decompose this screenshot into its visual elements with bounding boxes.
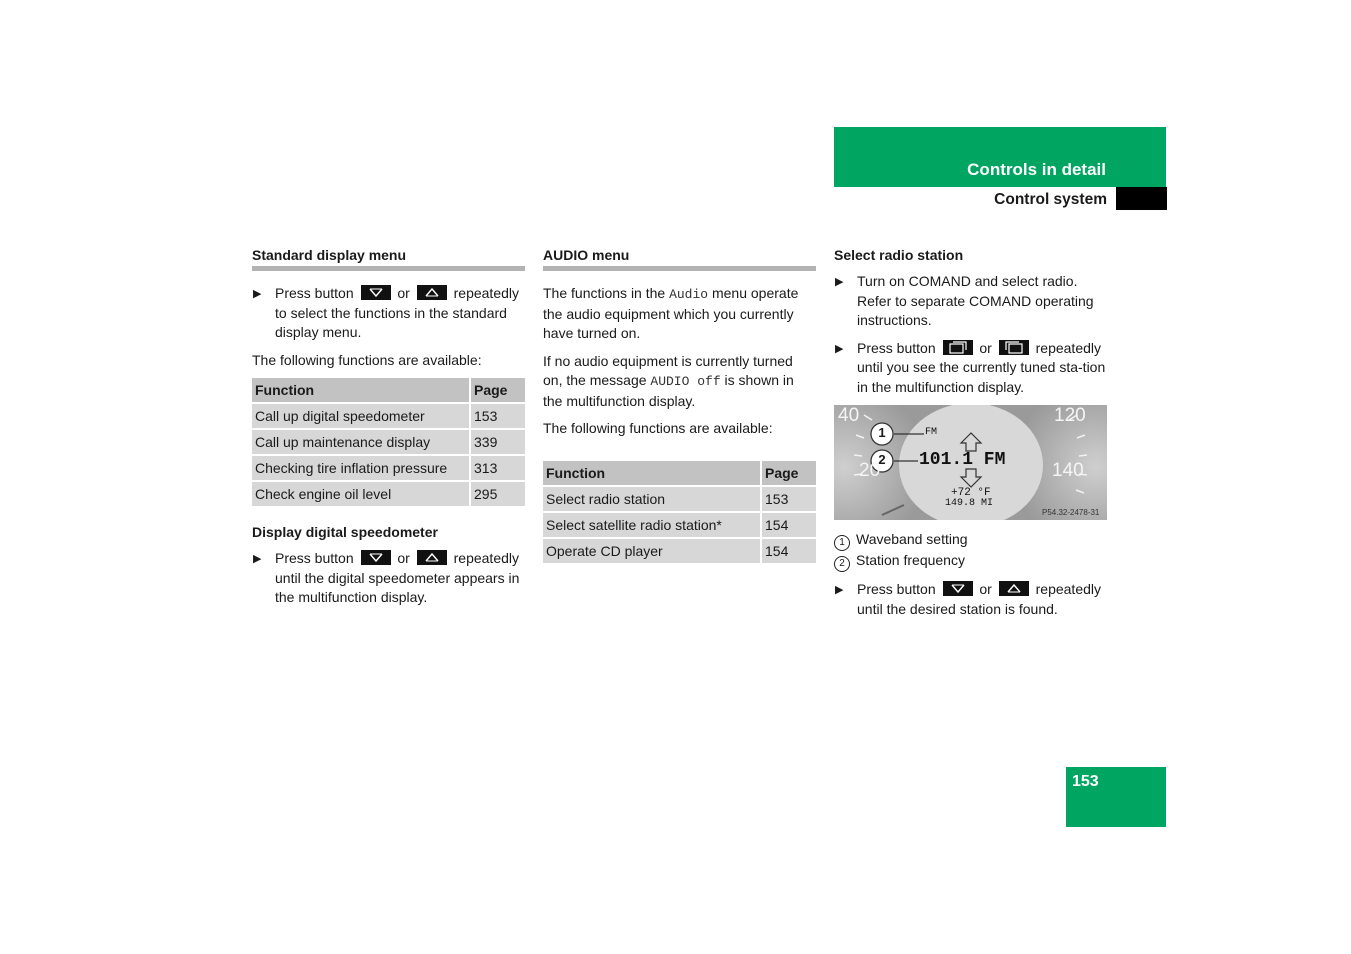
gauge-label: 40: [838, 405, 860, 426]
paragraph: If no audio equipment is currently turned on, the message AUDIO off is shown in the multifunction display.: [543, 352, 794, 409]
display-text-audio-off: AUDIO off: [650, 374, 721, 389]
table-row: Select radio station 153: [543, 487, 816, 511]
bullet-triangle-icon: ▶: [835, 342, 844, 355]
table-header-row: Function Page: [543, 461, 816, 485]
table-row: Call up maintenance display 339: [252, 430, 525, 454]
heading-audio-menu: AUDIO menu: [543, 245, 816, 271]
legend-item: 2 Station frequency: [834, 551, 1107, 572]
legend-item: 1 Waveband setting: [834, 530, 1107, 551]
callout-number: 1: [878, 425, 886, 440]
subsection-marker: [1116, 187, 1167, 210]
table-row: Checking tire inflation pressure 313: [252, 456, 525, 480]
outside-temperature: +72 °F: [951, 487, 991, 499]
heading-standard-display-menu: Standard display menu: [252, 245, 525, 271]
gauge-label: 20: [859, 460, 881, 481]
column-select-radio: [834, 245, 1107, 627]
table-header-row: Function Page: [252, 378, 525, 402]
up-button-icon: [999, 581, 1029, 596]
table-row: Check engine oil level 295: [252, 482, 525, 506]
bullet-triangle-icon: ▶: [835, 276, 844, 288]
bullet-triangle-icon: ▶: [835, 584, 844, 596]
bullet-triangle-icon: ▶: [253, 553, 262, 565]
down-button-icon: [361, 550, 391, 565]
section-title: Controls in detail: [967, 160, 1106, 179]
instruction-step: ▶ Press button or repeatedly until the desired station is found.: [835, 581, 1102, 617]
next-display-button-icon: [943, 340, 973, 355]
station-frequency: 101.1 FM: [919, 450, 1006, 470]
page-number-box: [1066, 767, 1166, 827]
waveband-indicator: FM: [925, 427, 938, 438]
previous-display-button-icon: [999, 340, 1029, 355]
table-row: Call up digital speedometer 153: [252, 404, 525, 428]
section-header-bar: [834, 127, 1166, 187]
down-button-icon: [361, 285, 391, 300]
down-button-icon: [943, 581, 973, 596]
paragraph: The following functions are available:: [252, 351, 482, 368]
column-audio-menu: [543, 245, 816, 579]
up-button-icon: [417, 285, 447, 300]
instruction-step: ▶ Turn on COMAND and select radio. Refer to separate COMAND operating instructions.: [835, 273, 1094, 328]
figure-reference-code: P54.32-2478-31: [1042, 508, 1100, 517]
multifunction-display-figure: [834, 405, 1107, 520]
column-standard-display: [252, 245, 525, 616]
table-row: Operate CD player 154: [543, 539, 816, 563]
paragraph: The following functions are available:: [543, 420, 773, 436]
bullet-triangle-icon: ▶: [253, 288, 262, 300]
gauge-label: 140: [1052, 460, 1084, 481]
page-number: 153: [1072, 773, 1099, 790]
display-text-audio: Audio: [669, 287, 709, 302]
paragraph: The functions in the Audio menu operate the audio equipment which you currently have turned on.: [543, 285, 799, 341]
heading-select-radio-station: Select radio station: [834, 247, 964, 263]
instruction-step: ▶ Press button or repeatedly to select the functions in the standard display menu.: [253, 285, 520, 340]
up-button-icon: [417, 550, 447, 565]
figure-legend: [834, 530, 1107, 572]
instruction-step: ▶ Press button or repeatedly until the digital speedometer appears in the multifunction display.: [253, 550, 520, 605]
subsection-title: Control system: [994, 191, 1107, 208]
table-row: Select satellite radio station* 154: [543, 513, 816, 537]
functions-table: [543, 459, 816, 565]
instruction-step: ▶ Press button or repeatedly until you see the currently tuned sta-tion in the multifunction display.: [835, 339, 1106, 395]
trip-distance: 149.8 MI: [945, 498, 994, 509]
gauge-label: 120: [1054, 405, 1086, 426]
callout-number: 2: [878, 452, 886, 467]
heading-display-digital-speedometer: Display digital speedometer: [252, 524, 438, 540]
functions-table: [252, 376, 525, 508]
